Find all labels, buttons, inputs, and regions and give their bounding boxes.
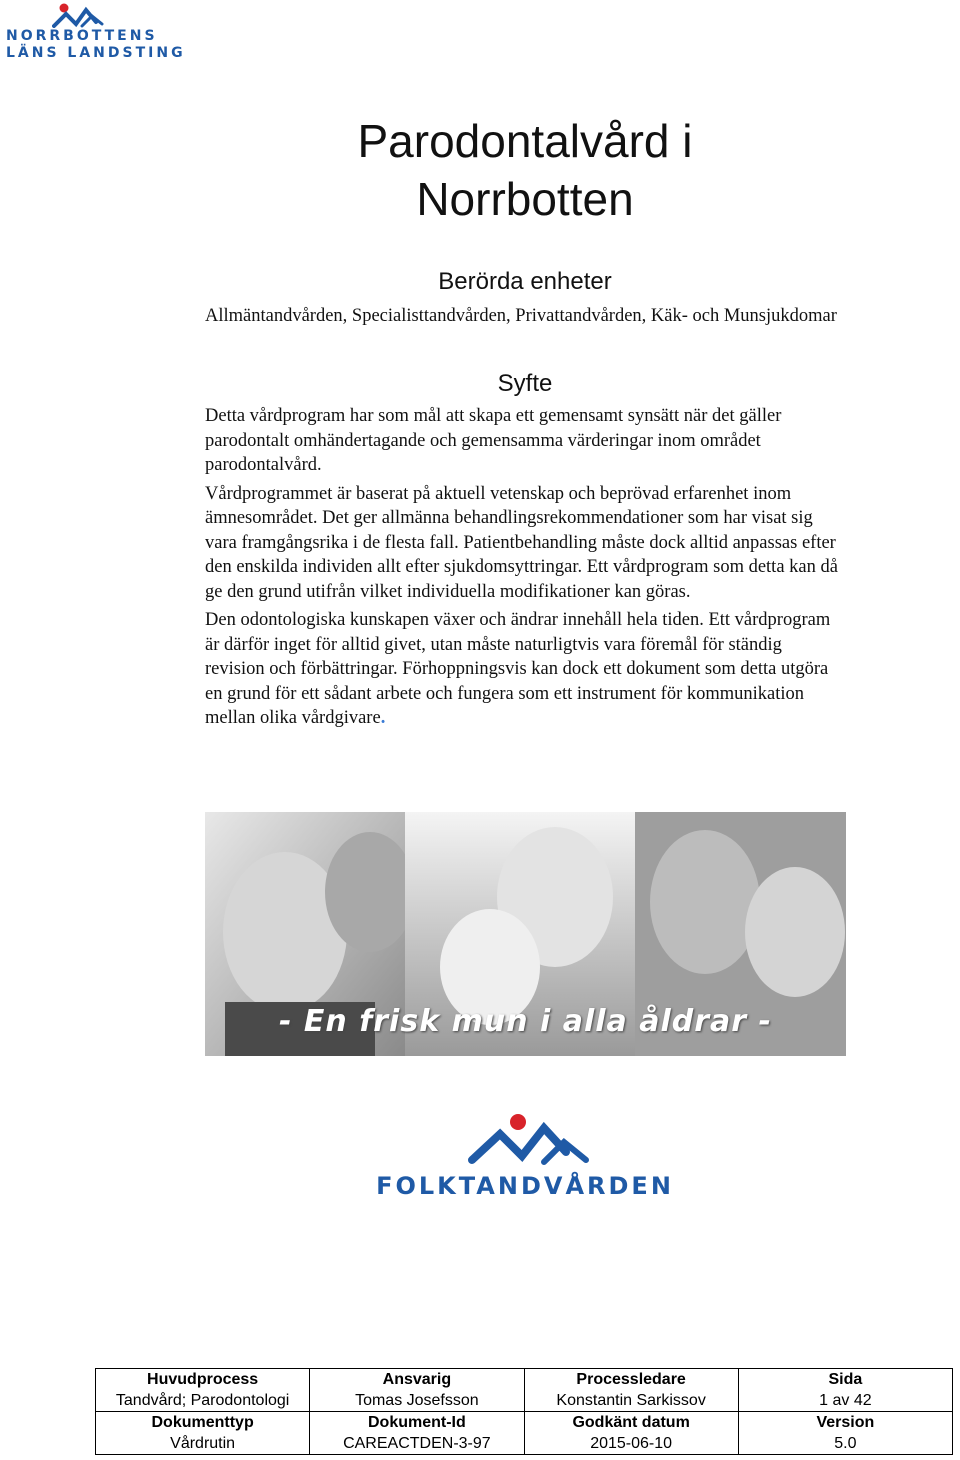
title-line-2: Norrbotten	[416, 173, 634, 225]
purpose-text	[205, 404, 845, 735]
photo-tagline: - En frisk mun i alla åldrar -	[279, 1004, 772, 1039]
cell-responsible: Ansvarig Tomas Josefsson	[310, 1369, 524, 1412]
cell-document-type: Dokumenttyp Vårdrutin	[96, 1412, 310, 1455]
cell-main-process: Huvudprocess Tandvård; Parodontologi	[96, 1369, 310, 1412]
cell-process-leader: Processledare Konstantin Sarkissov	[524, 1369, 738, 1412]
purpose-heading: Syfte	[497, 370, 553, 397]
folktandvarden-wave-icon	[360, 1110, 690, 1172]
purpose-paragraph-3-text: Den odontologiska kunskapen växer och ändrar innehåll hela tiden. Ett vårdprogram är därför inget för alltid givet, utan måste naturligtvis vara föremål för ständig revision och förbättringar. Förhoppningsvis kan dock ett dokument som detta utgöra en grund för ett sådant arbete och fungera som ett instrument för kommunikation mellan olika vårdgivare	[205, 610, 831, 728]
units-heading: Berörda enheter	[438, 268, 612, 295]
document-metadata-table	[95, 1368, 953, 1455]
final-dot: .	[380, 708, 386, 728]
wave-logo-icon	[52, 2, 108, 28]
units-paragraph: Allmäntandvården, Specialisttandvården, Privattandvården, Käk- och Munsjukdomar	[205, 306, 837, 326]
purpose-paragraph-3	[205, 608, 845, 731]
cell-page: Sida 1 av 42	[738, 1369, 952, 1412]
cell-document-id: Dokument-Id CAREACTDEN-3-97	[310, 1412, 524, 1455]
title-line-1: Parodontalvård i	[357, 115, 693, 167]
page-title	[205, 112, 845, 228]
purpose-paragraph-2: Vårdprogrammet är baserat på aktuell vetenskap och beprövad erfarenhet inom ämnesområdet. Det ger allmänna behandlingsrekommendationer som har visat sig vara framgångsrika i de flesta fall. Patientbehandling måste dock alltid anpassas efter den enskilda individen allt efter sjukdomsyttringar. Ett vårdprogram som detta kan då ge den grund utifrån vilket individuella modifikationer kan göras.	[205, 483, 838, 602]
cell-approved-date: Godkänt datum 2015-06-10	[524, 1412, 738, 1455]
logo-line-2: LÄNS LANDSTING	[6, 45, 186, 61]
logo-line-1: NORRBOTTENS	[6, 28, 158, 44]
cell-version: Version 5.0	[738, 1412, 952, 1455]
table-row	[96, 1412, 953, 1455]
folktandvarden-logo	[360, 1110, 690, 1205]
table-row	[96, 1369, 953, 1412]
purpose-paragraph-1: Detta vårdprogram har som mål att skapa ett gemensamt synsätt när det gäller parodontalt omhändertagande och gemensamma värderingar inom området parodontalvård.	[205, 406, 782, 475]
norrbottens-lans-landsting-logo	[0, 0, 186, 62]
units-text	[205, 304, 845, 333]
folktandvarden-text: FOLKTANDVÅRDEN	[376, 1172, 674, 1200]
family-photo-collage	[205, 812, 846, 1056]
